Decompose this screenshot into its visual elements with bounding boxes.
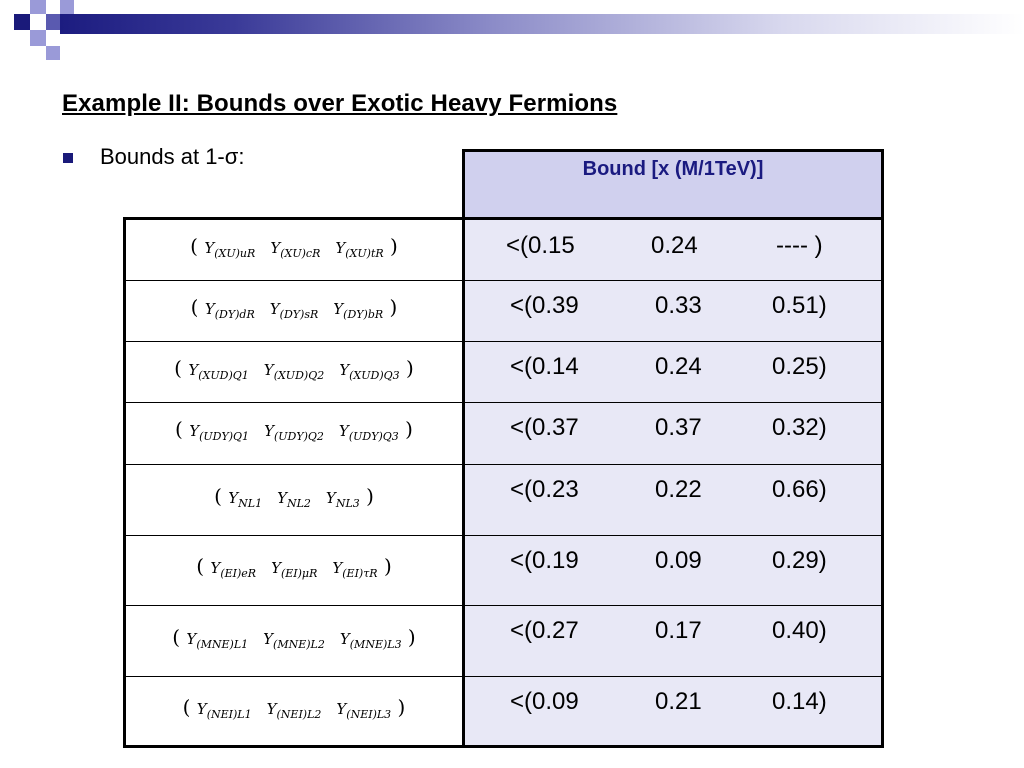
bound-value: <(0.37 xyxy=(510,414,579,441)
bound-value: 0.17 xyxy=(655,617,702,644)
coupling-vector-cell: ( $Y_{(EI)eR}$ $Y_{(EI)\mu R}$ $Y_{(EI)\tau R}$ ) xyxy=(196,554,392,580)
bound-value: 0.66) xyxy=(772,476,827,503)
coupling-vector-cell: ( $Y_{(DY)dR}$ $Y_{(DY)sR}$ $Y_{(DY)bR}$ ) xyxy=(190,295,398,321)
bound-value: 0.09 xyxy=(655,547,702,574)
bound-value: 0.29) xyxy=(772,547,827,574)
coupling-symbol: $Y_{(DY)sR}$ xyxy=(269,300,319,321)
coupling-vector-cell: ( $Y_{(MNE)L1}$ $Y_{(MNE)L2}$ $Y_{(MNE)L3}$ ) xyxy=(172,625,416,651)
coupling-symbol: $Y_{(XUD)Q2}$ xyxy=(263,361,325,382)
coupling-vector-cell: ( $Y_{NL1}$ $Y_{NL2}$ $Y_{NL3}$ ) xyxy=(214,484,374,510)
coupling-symbol: $Y_{(EI)eR}$ xyxy=(210,559,257,580)
bound-value: 0.40) xyxy=(772,617,827,644)
coupling-symbol: $Y_{(DY)dR}$ xyxy=(204,300,255,321)
row-divider xyxy=(465,341,881,342)
table-header-cell xyxy=(462,149,884,220)
bound-value: 0.24 xyxy=(655,353,702,380)
bound-value: 0.37 xyxy=(655,414,702,441)
corner-square-1 xyxy=(14,14,30,30)
bound-value: 0.25) xyxy=(772,353,827,380)
row-divider xyxy=(126,280,462,281)
bound-value: <(0.39 xyxy=(510,292,579,319)
coupling-symbol: $Y_{(EI)\tau R}$ xyxy=(332,559,378,580)
bound-value: <(0.14 xyxy=(510,353,579,380)
coupling-symbol: $Y_{NL3}$ xyxy=(325,489,360,510)
row-divider xyxy=(465,402,881,403)
coupling-vector-cell: ( $Y_{(XU)uR}$ $Y_{(XU)cR}$ $Y_{(XU)tR}$ ) xyxy=(190,234,398,260)
bound-value: <(0.19 xyxy=(510,547,579,574)
coupling-symbol: $Y_{(NEI)L1}$ xyxy=(196,700,252,721)
coupling-symbol: $Y_{(DY)bR}$ xyxy=(333,300,384,321)
coupling-symbol: $Y_{(MNE)L2}$ xyxy=(263,630,325,651)
row-divider xyxy=(465,535,881,536)
coupling-symbol: $Y_{(MNE)L1}$ xyxy=(186,630,249,651)
table-header-label: Bound [x (M/1TeV)] xyxy=(582,158,764,180)
slide-title: Example II: Bounds over Exotic Heavy Fermions xyxy=(62,90,618,117)
coupling-vector-cell: ( $Y_{(NEI)L1}$ $Y_{(NEI)L2}$ $Y_{(NEI)L3}$ ) xyxy=(182,695,406,721)
bound-value: <(0.23 xyxy=(510,476,579,503)
bound-value: ---- ) xyxy=(776,232,823,259)
corner-square-5 xyxy=(60,0,74,14)
coupling-symbol: $Y_{(XU)cR}$ xyxy=(270,239,321,260)
header-gradient-band xyxy=(60,14,1024,34)
coupling-symbol: $Y_{(XUD)Q3}$ xyxy=(339,361,400,382)
coupling-symbol: $Y_{(UDY)Q3}$ xyxy=(338,422,399,443)
bound-value: 0.24 xyxy=(651,232,698,259)
bullet-square-icon xyxy=(63,153,73,163)
bound-value: <(0.09 xyxy=(510,688,579,715)
coupling-vector-cell: ( $Y_{(UDY)Q1}$ $Y_{(UDY)Q2}$ $Y_{(UDY)Q3}$ ) xyxy=(175,417,413,443)
bound-value: 0.21 xyxy=(655,688,702,715)
bound-value: 0.22 xyxy=(655,476,702,503)
coupling-vector-cell: ( $Y_{(XUD)Q1}$ $Y_{(XUD)Q2}$ $Y_{(XUD)Q3}$ ) xyxy=(174,356,414,382)
coupling-symbol: $Y_{(NEI)L3}$ xyxy=(336,700,392,721)
coupling-symbol: $Y_{(XU)tR}$ xyxy=(335,239,384,260)
bullet-text: Bounds at 1-σ: xyxy=(100,144,245,169)
bound-value: 0.33 xyxy=(655,292,702,319)
coupling-symbol: $Y_{(MNE)L3}$ xyxy=(339,630,402,651)
coupling-symbol: $Y_{NL2}$ xyxy=(277,489,311,510)
coupling-symbol: $Y_{(UDY)Q1}$ xyxy=(189,422,250,443)
bound-value: <(0.15 xyxy=(506,232,575,259)
coupling-symbol: $Y_{(XU)uR}$ xyxy=(204,239,256,260)
row-divider xyxy=(126,402,462,403)
bound-value: 0.14) xyxy=(772,688,827,715)
corner-square-4 xyxy=(30,30,46,46)
row-divider xyxy=(465,605,881,606)
row-divider xyxy=(465,676,881,677)
bound-value: <(0.27 xyxy=(510,617,579,644)
coupling-symbol: $Y_{(XUD)Q1}$ xyxy=(188,361,249,382)
row-divider xyxy=(465,280,881,281)
row-divider xyxy=(465,464,881,465)
row-divider xyxy=(126,676,462,677)
coupling-symbol: $Y_{(NEI)L2}$ xyxy=(266,700,322,721)
corner-square-6 xyxy=(46,46,60,60)
bound-value: 0.51) xyxy=(772,292,827,319)
row-divider xyxy=(126,464,462,465)
coupling-symbol: $Y_{(UDY)Q2}$ xyxy=(264,422,324,443)
corner-square-2 xyxy=(30,0,46,14)
row-divider xyxy=(126,605,462,606)
row-divider xyxy=(126,341,462,342)
corner-square-3 xyxy=(46,14,60,30)
bound-value: 0.32) xyxy=(772,414,827,441)
coupling-symbol: $Y_{NL1}$ xyxy=(228,489,263,510)
coupling-symbol: $Y_{(EI)\mu R}$ xyxy=(271,559,318,580)
row-divider xyxy=(126,535,462,536)
